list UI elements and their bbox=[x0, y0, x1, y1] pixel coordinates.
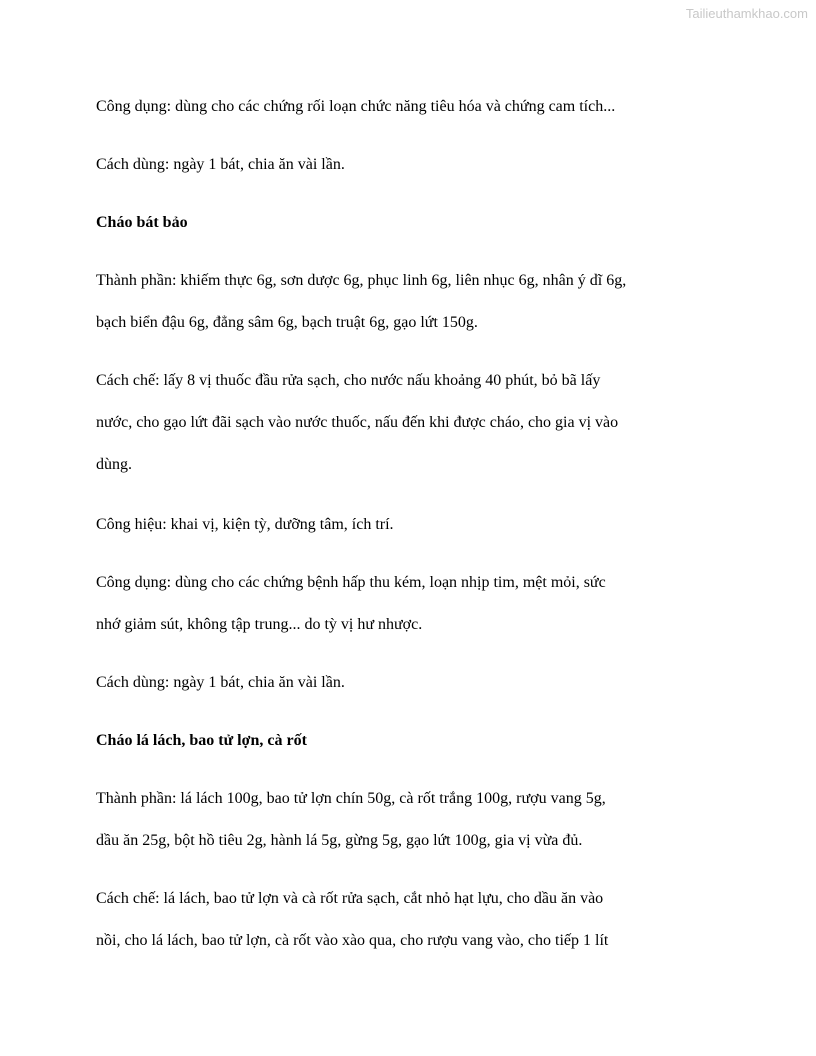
watermark: Tailieuthamkhao.com bbox=[685, 6, 808, 21]
paragraph-line: dầu ăn 25g, bột hồ tiêu 2g, hành lá 5g, gừng 5g, gạo lứt 100g, gia vị vừa đủ. bbox=[96, 832, 583, 849]
paragraph-line: Cách dùng: ngày 1 bát, chia ăn vài lần. bbox=[96, 156, 345, 173]
paragraph-line: Cách chế: lá lách, bao tử lợn và cà rốt rửa sạch, cắt nhỏ hạt lựu, cho dầu ăn vào bbox=[96, 890, 604, 907]
section-heading: Cháo lá lách, bao tử lợn, cà rốt bbox=[96, 732, 307, 749]
paragraph-line: Công hiệu: khai vị, kiện tỳ, dưỡng tâm, ích trí. bbox=[96, 516, 394, 533]
paragraph-line: Công dụng: dùng cho các chứng bệnh hấp thu kém, loạn nhịp tim, mệt mỏi, sức bbox=[96, 574, 606, 591]
paragraph-line: Cách chế: lấy 8 vị thuốc đầu rửa sạch, cho nước nấu khoảng 40 phút, bỏ bã lấy bbox=[96, 372, 601, 389]
paragraph-line: Cách dùng: ngày 1 bát, chia ăn vài lần. bbox=[96, 674, 345, 691]
paragraph-line: Thành phần: khiếm thực 6g, sơn dược 6g, phục linh 6g, liên nhục 6g, nhân ý dĩ 6g, bbox=[96, 272, 627, 289]
paragraph-line: nước, cho gạo lứt đãi sạch vào nước thuốc, nấu đến khi được cháo, cho gia vị vào bbox=[96, 414, 619, 431]
paragraph-line: dùng. bbox=[96, 456, 132, 473]
paragraph-line: nồi, cho lá lách, bao tử lợn, cà rốt vào xào qua, cho rượu vang vào, cho tiếp 1 lít bbox=[96, 932, 609, 949]
paragraph-line: Công dụng: dùng cho các chứng rối loạn chức năng tiêu hóa và chứng cam tích... bbox=[96, 98, 616, 115]
section-heading: Cháo bát bảo bbox=[96, 214, 188, 231]
paragraph-line: bạch biển đậu 6g, đẳng sâm 6g, bạch truật 6g, gạo lứt 150g. bbox=[96, 314, 478, 331]
paragraph-line: nhớ giảm sút, không tập trung... do tỳ vị hư nhược. bbox=[96, 616, 423, 633]
paragraph-line: Thành phần: lá lách 100g, bao tử lợn chín 50g, cà rốt trắng 100g, rượu vang 5g, bbox=[96, 790, 606, 807]
